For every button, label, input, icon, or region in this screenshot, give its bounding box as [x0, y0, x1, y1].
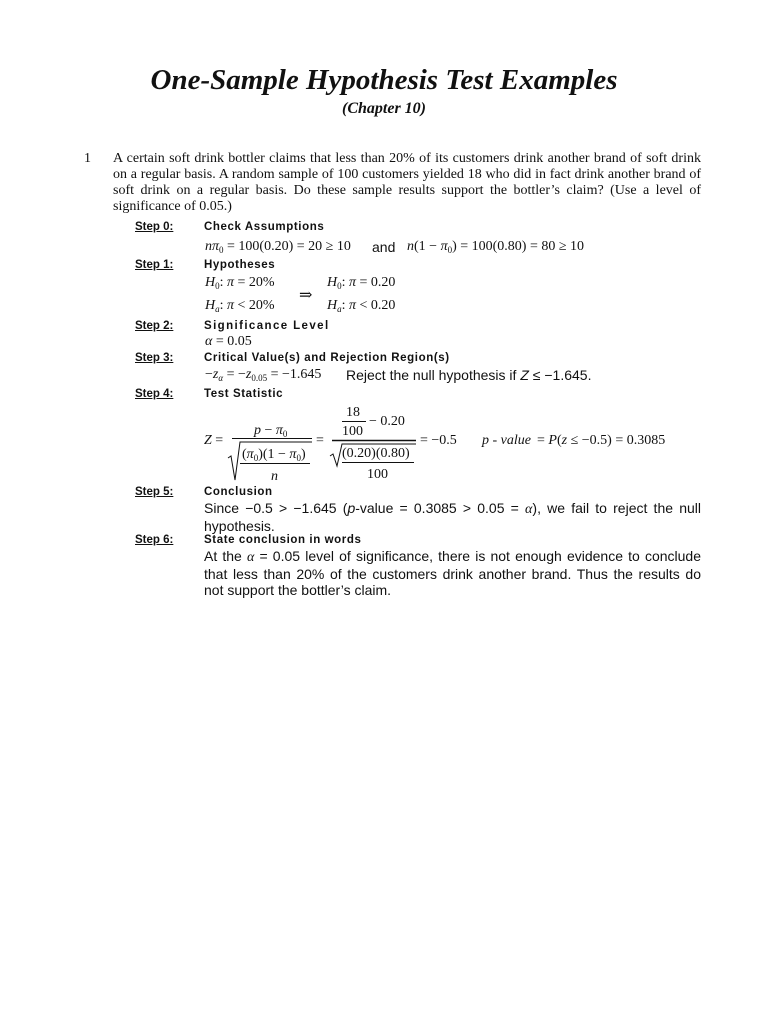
problem-number: 1 — [84, 151, 91, 166]
numeric-n: 100 — [367, 467, 388, 482]
z-symbol: Z = — [204, 433, 224, 448]
general-n: n — [271, 469, 278, 484]
step-0-name: Check Assumptions — [204, 221, 325, 233]
p-value-label: p - value — [482, 433, 531, 448]
problem-text: A certain soft drink bottler claims that less than 20% of its customers drink another brand of soft drink on a regular basis. A random sample of 100 customers yielded 18 who did in fact drink another brand of soft drink on a regular basis. Do these sample results support the bottler’s claim? (Use a level of significance of 0.05.) — [113, 151, 701, 214]
page-subtitle: (Chapter 10) — [342, 100, 426, 117]
step-0-label: Step 0: — [135, 221, 174, 233]
conclusion-text: Since −0.5 > −1.645 (p-value = 0.3085 > 0.05 = α), we fail to reject the null hypothesis. — [204, 500, 701, 534]
minus-pi0: − 0.20 — [369, 414, 405, 429]
null-hypothesis-percent: $H_0$: π = 20% — [205, 275, 275, 291]
test-statistic-formula — [200, 400, 720, 490]
rejection-rule: Reject the null hypothesis if Z ≤ −1.645. — [346, 367, 592, 383]
sample-denominator: 100 — [342, 424, 363, 439]
null-hypothesis-decimal: $H_0$: π = 0.20 — [327, 275, 396, 291]
step-4-name: Test Statistic — [204, 388, 284, 400]
critical-value-math: $-z_\alpha = -z_{0.05} = -1.645$ — [205, 367, 322, 383]
sample-numerator: 18 — [346, 405, 360, 420]
z-result: = −0.5 — [420, 433, 457, 448]
alpha-value: α = 0.05 — [205, 334, 252, 349]
step-5-name: Conclusion — [204, 486, 273, 498]
step-6-label: Step 6: — [135, 534, 174, 546]
conclusion-words-text: At the α = 0.05 level of significance, there is not enough evidence to conclude that less than 20% of the customers drink another brand. Thus the results do not support the bottler’s claim. — [204, 548, 701, 598]
step-4-label: Step 4: — [135, 388, 174, 400]
general-sqrt-numerator: $(\pi_0)(1 - \pi_0)$ — [242, 447, 306, 463]
step-0-math-1: $n\pi_0 = 100(0.20) = 20 \ge 10$ — [205, 239, 351, 255]
p-value-expr: = P(z ≤ −0.5) = 0.3085 — [537, 433, 666, 448]
equals-1: = — [316, 433, 324, 448]
step-0-and: and — [372, 239, 396, 255]
step-5-label: Step 5: — [135, 486, 174, 498]
numeric-sqrt-product: (0.20)(0.80) — [342, 446, 410, 461]
implies-arrow: ⇒ — [299, 287, 313, 304]
step-1-name: Hypotheses — [204, 259, 276, 271]
page-title: One-Sample Hypothesis Test Examples — [150, 64, 618, 96]
step-2-name: Significance Level — [204, 320, 330, 332]
step-0-math-2: $n(1 - \pi_0) = 100(0.80) = 80 \ge 10$ — [407, 239, 585, 255]
general-numerator: $p - \pi_0$ — [254, 423, 288, 439]
step-3-label: Step 3: — [135, 352, 174, 364]
step-1-label: Step 1: — [135, 259, 174, 271]
step-2-label: Step 2: — [135, 320, 174, 332]
step-3-name: Critical Value(s) and Rejection Region(s) — [204, 352, 450, 364]
alt-hypothesis-percent: $H_a$: π < 20% — [205, 298, 275, 314]
step-6-name: State conclusion in words — [204, 534, 362, 546]
alt-hypothesis-decimal: $H_a$: π < 0.20 — [327, 298, 396, 314]
